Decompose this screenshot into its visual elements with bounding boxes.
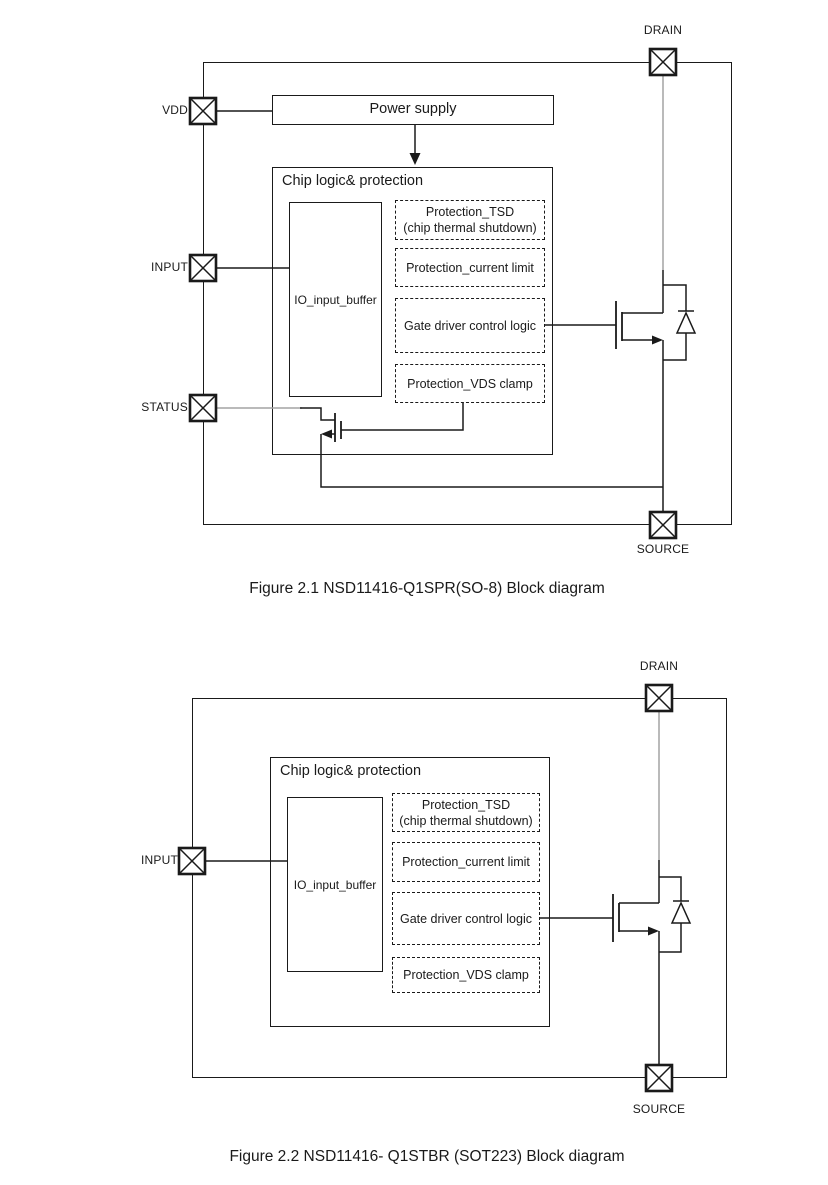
protection-tsd-label: Protection_TSD — [425, 205, 515, 219]
protection-tsd-sublabel: (chip thermal shutdown) — [399, 813, 533, 828]
figure1-protection-current-limit-box — [395, 248, 545, 287]
figure1-protection-vds-clamp-box — [395, 364, 545, 403]
source-pin-label: SOURCE — [636, 542, 690, 556]
power-supply-label: Power supply — [369, 101, 457, 118]
input-pin-label: INPUT — [151, 260, 188, 274]
figure1-caption: Figure 2.1 NSD11416-Q1SPR(SO-8) Block diagram — [249, 580, 605, 597]
protection-tsd-label: Protection_TSD — [421, 797, 511, 812]
figure2-gate-driver-box — [392, 892, 540, 945]
vdd-pin-label: VDD — [162, 103, 188, 117]
gate-driver-label: Gate driver control logic — [399, 911, 532, 926]
drain-pin-label: DRAIN — [643, 23, 683, 37]
io-input-buffer-label: IO_input_buffer — [294, 292, 377, 307]
figure2-protection-vds-clamp-box — [392, 957, 540, 993]
drain-pin-label: DRAIN — [639, 659, 679, 673]
figure1-io-input-buffer-box — [289, 202, 382, 397]
status-pin-label: STATUS — [141, 400, 188, 414]
figure2-protection-tsd-box — [392, 793, 540, 832]
protection-vds-clamp-label: Protection_VDS clamp — [403, 968, 529, 982]
figure2-io-input-buffer-box — [287, 797, 383, 972]
protection-tsd-sublabel: (chip thermal shutdown) — [403, 221, 537, 235]
input-pin-label: INPUT — [141, 853, 178, 867]
figure2-protection-current-limit-box — [392, 842, 540, 882]
figure2-caption: Figure 2.2 NSD11416- Q1STBR (SOT223) Block diagram — [229, 1148, 625, 1165]
figure1-protection-tsd-box — [395, 200, 545, 240]
protection-current-limit-label: Protection_current limit — [406, 260, 534, 275]
chip-logic-label: Chip logic& protection — [280, 763, 422, 779]
gate-driver-label: Gate driver control logic — [403, 318, 536, 333]
chip-logic-label: Chip logic& protection — [282, 173, 424, 189]
source-pin-label: SOURCE — [632, 1102, 686, 1116]
figure1-gate-driver-box — [395, 298, 545, 353]
protection-current-limit-label: Protection_current limit — [402, 855, 530, 869]
io-input-buffer-label: IO_input_buffer — [293, 877, 377, 892]
figure1-power-supply-box — [272, 95, 554, 125]
protection-vds-clamp-label: Protection_VDS clamp — [407, 376, 533, 391]
